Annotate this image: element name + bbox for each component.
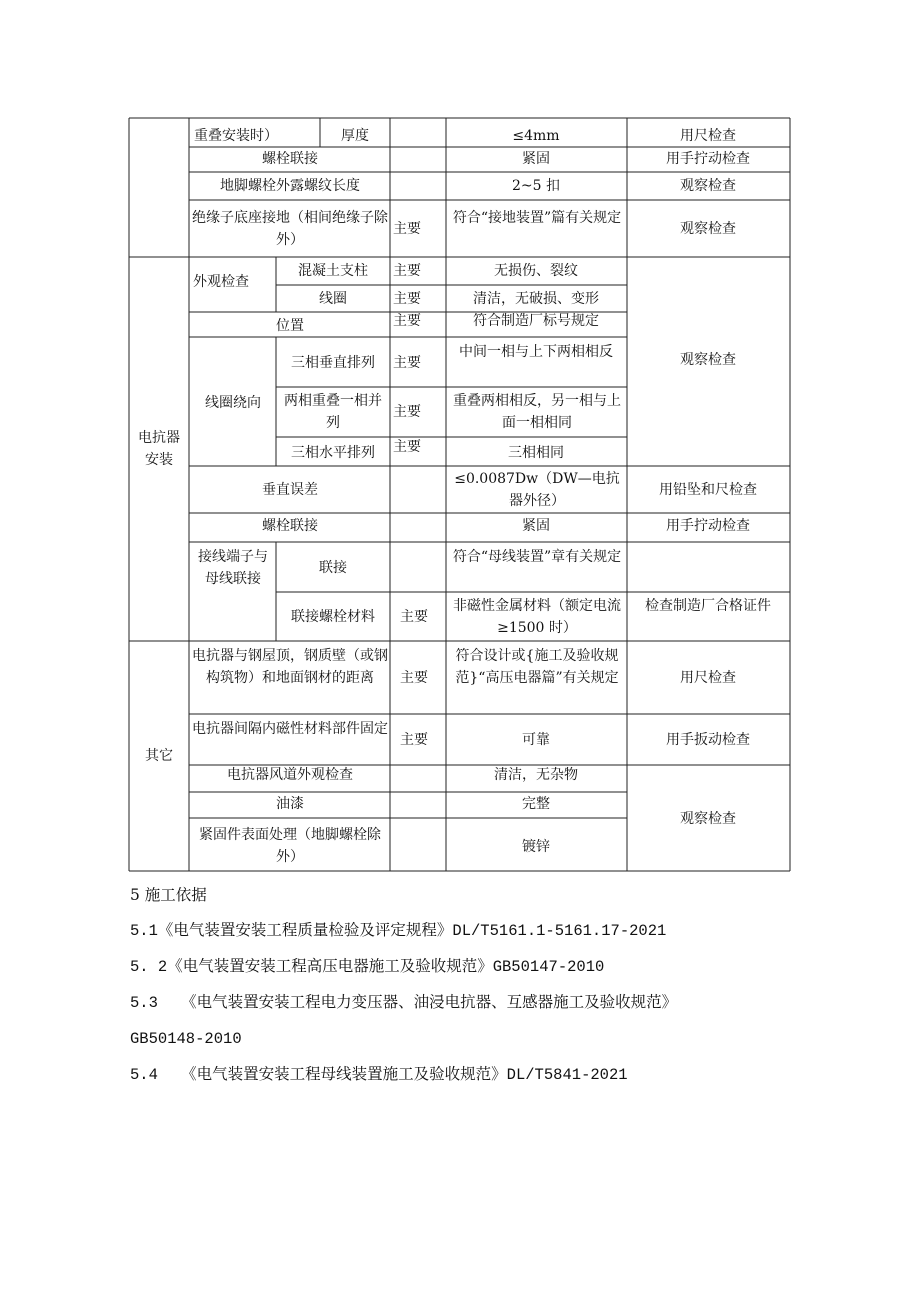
- basis-ref-3b: GB50148-2010: [130, 1030, 242, 1048]
- cell-std-overlap: 重叠两相相反，另一相与上面一相相同: [453, 393, 621, 431]
- cell-std-horizontal: 三相相同: [508, 445, 564, 461]
- cell-method-verticality: 用铅坠和尺检查: [659, 482, 757, 498]
- cell-item-paint: 油漆: [276, 796, 304, 812]
- cell-level-bolt-mat: 主要: [400, 609, 428, 625]
- cell-std-position: 符合制造厂标号规定: [473, 313, 599, 329]
- cell-std-vertical: 中间一相与上下两相相反: [459, 344, 613, 360]
- cell-level-r4: 主要: [393, 221, 421, 237]
- cell-item-bolt-mat: 联接螺栓材料: [291, 609, 375, 625]
- cell-std-connect: 符合“母线装置”章有关规定: [452, 549, 622, 565]
- cell-item-overlap: 两相重叠一相并列: [284, 393, 382, 431]
- basis-ref-4: 5.4 《电气装置安装工程母线装置施工及验收规范》DL/T5841-2021: [130, 1066, 628, 1084]
- cell-item-coil: 线圈: [319, 291, 347, 307]
- cell-method-magnetic: 用手扳动检查: [666, 732, 750, 748]
- cell-method-bolt-mat: 检查制造厂合格证件: [645, 598, 771, 614]
- cell-level-magnetic: 主要: [400, 732, 428, 748]
- cell-std-r4: 符合“接地装置”篇有关规定: [452, 210, 622, 226]
- basis-ref-3a: 5.3 《电气装置安装工程电力变压器、油浸电抗器、互感器施工及验收规范》: [130, 994, 678, 1012]
- cell-item-r1: 重叠安装时）: [194, 128, 278, 144]
- cell-item-verticality: 垂直误差: [262, 482, 318, 498]
- cell-item-r4: 绝缘子底座接地（相间绝缘子除外）: [192, 210, 388, 248]
- cell-level-vertical: 主要: [393, 355, 421, 371]
- cell-level-distance: 主要: [400, 670, 428, 686]
- cell-winding: 线圈绕向: [205, 395, 261, 411]
- cell-method-distance: 用尺检查: [680, 670, 736, 686]
- cell-item-distance: 电抗器与钢屋顶，钢质壁（或钢构筑物）和地面钢材的距离: [192, 648, 388, 686]
- cell-level-concrete: 主要: [393, 263, 421, 279]
- cell-item-vertical: 三相垂直排列: [291, 355, 375, 371]
- cell-item-bolt2: 螺栓联接: [262, 518, 318, 534]
- cell-method-r1: 用尺检查: [680, 128, 736, 144]
- section-reactor: 电抗器安装: [138, 430, 180, 468]
- cell-std-bolt-mat: 非磁性金属材料（额定电流≥1500 时）: [453, 598, 621, 636]
- cell-terminal: 接线端子与母线联接: [198, 549, 268, 587]
- cell-observe-method: 观察检查: [680, 352, 736, 368]
- cell-item-magnetic: 电抗器间隔内磁性材料部件固定: [192, 721, 388, 737]
- basis-ref-2: 5. 2《电气装置安装工程高压电器施工及验收规范》GB50147-2010: [130, 958, 605, 976]
- cell-item-position: 位置: [276, 318, 304, 334]
- cell-std-duct: 清洁，无杂物: [494, 767, 578, 783]
- cell-std-coil: 清洁，无破损、变形: [473, 291, 599, 307]
- cell-item-horizontal: 三相水平排列: [291, 445, 375, 461]
- cell-std-bolt2: 紧固: [522, 518, 550, 534]
- cell-other-method: 观察检查: [680, 811, 736, 827]
- cell-std-magnetic: 可靠: [522, 732, 550, 748]
- cell-sub-r1: 厚度: [341, 128, 369, 144]
- section-other: 其它: [145, 748, 173, 764]
- cell-appearance: 外观检查: [193, 274, 249, 290]
- cell-level-position: 主要: [393, 313, 421, 329]
- basis-heading: 5 施工依据: [130, 886, 207, 904]
- cell-method-r2: 用手拧动检查: [666, 151, 750, 167]
- cell-item-r2: 螺栓联接: [262, 151, 318, 167]
- cell-std-r2: 紧固: [522, 151, 550, 167]
- cell-std-fastener: 镀锌: [522, 839, 550, 855]
- cell-item-connect: 联接: [319, 560, 347, 576]
- cell-std-concrete: 无损伤、裂纹: [494, 263, 578, 279]
- cell-std-paint: 完整: [522, 796, 550, 812]
- cell-std-distance: 符合设计或{施工及验收规范}“高压电器篇”有关规定: [455, 648, 619, 686]
- cell-std-r1: ≤4mm: [512, 128, 560, 144]
- basis-ref-1: 5.1《电气装置安装工程质量检验及评定规程》DL/T5161.1-5161.17-2021: [130, 922, 667, 940]
- cell-item-concrete: 混凝土支柱: [298, 263, 368, 279]
- cell-item-r3: 地脚螺栓外露螺纹长度: [220, 178, 360, 194]
- cell-item-fastener: 紧固件表面处理（地脚螺栓除外）: [199, 827, 381, 865]
- cell-level-horizontal: 主要: [393, 439, 421, 455]
- cell-std-verticality: ≤0.0087Dw（DW—电抗器外径）: [454, 471, 620, 509]
- cell-level-coil: 主要: [393, 291, 421, 307]
- cell-method-bolt2: 用手拧动检查: [666, 518, 750, 534]
- cell-std-r3: 2~5 扣: [512, 178, 560, 194]
- cell-level-overlap: 主要: [393, 404, 421, 420]
- cell-method-r3: 观察检查: [680, 178, 736, 194]
- cell-item-duct: 电抗器风道外观检查: [227, 767, 353, 783]
- cell-method-r4: 观察检查: [680, 221, 736, 237]
